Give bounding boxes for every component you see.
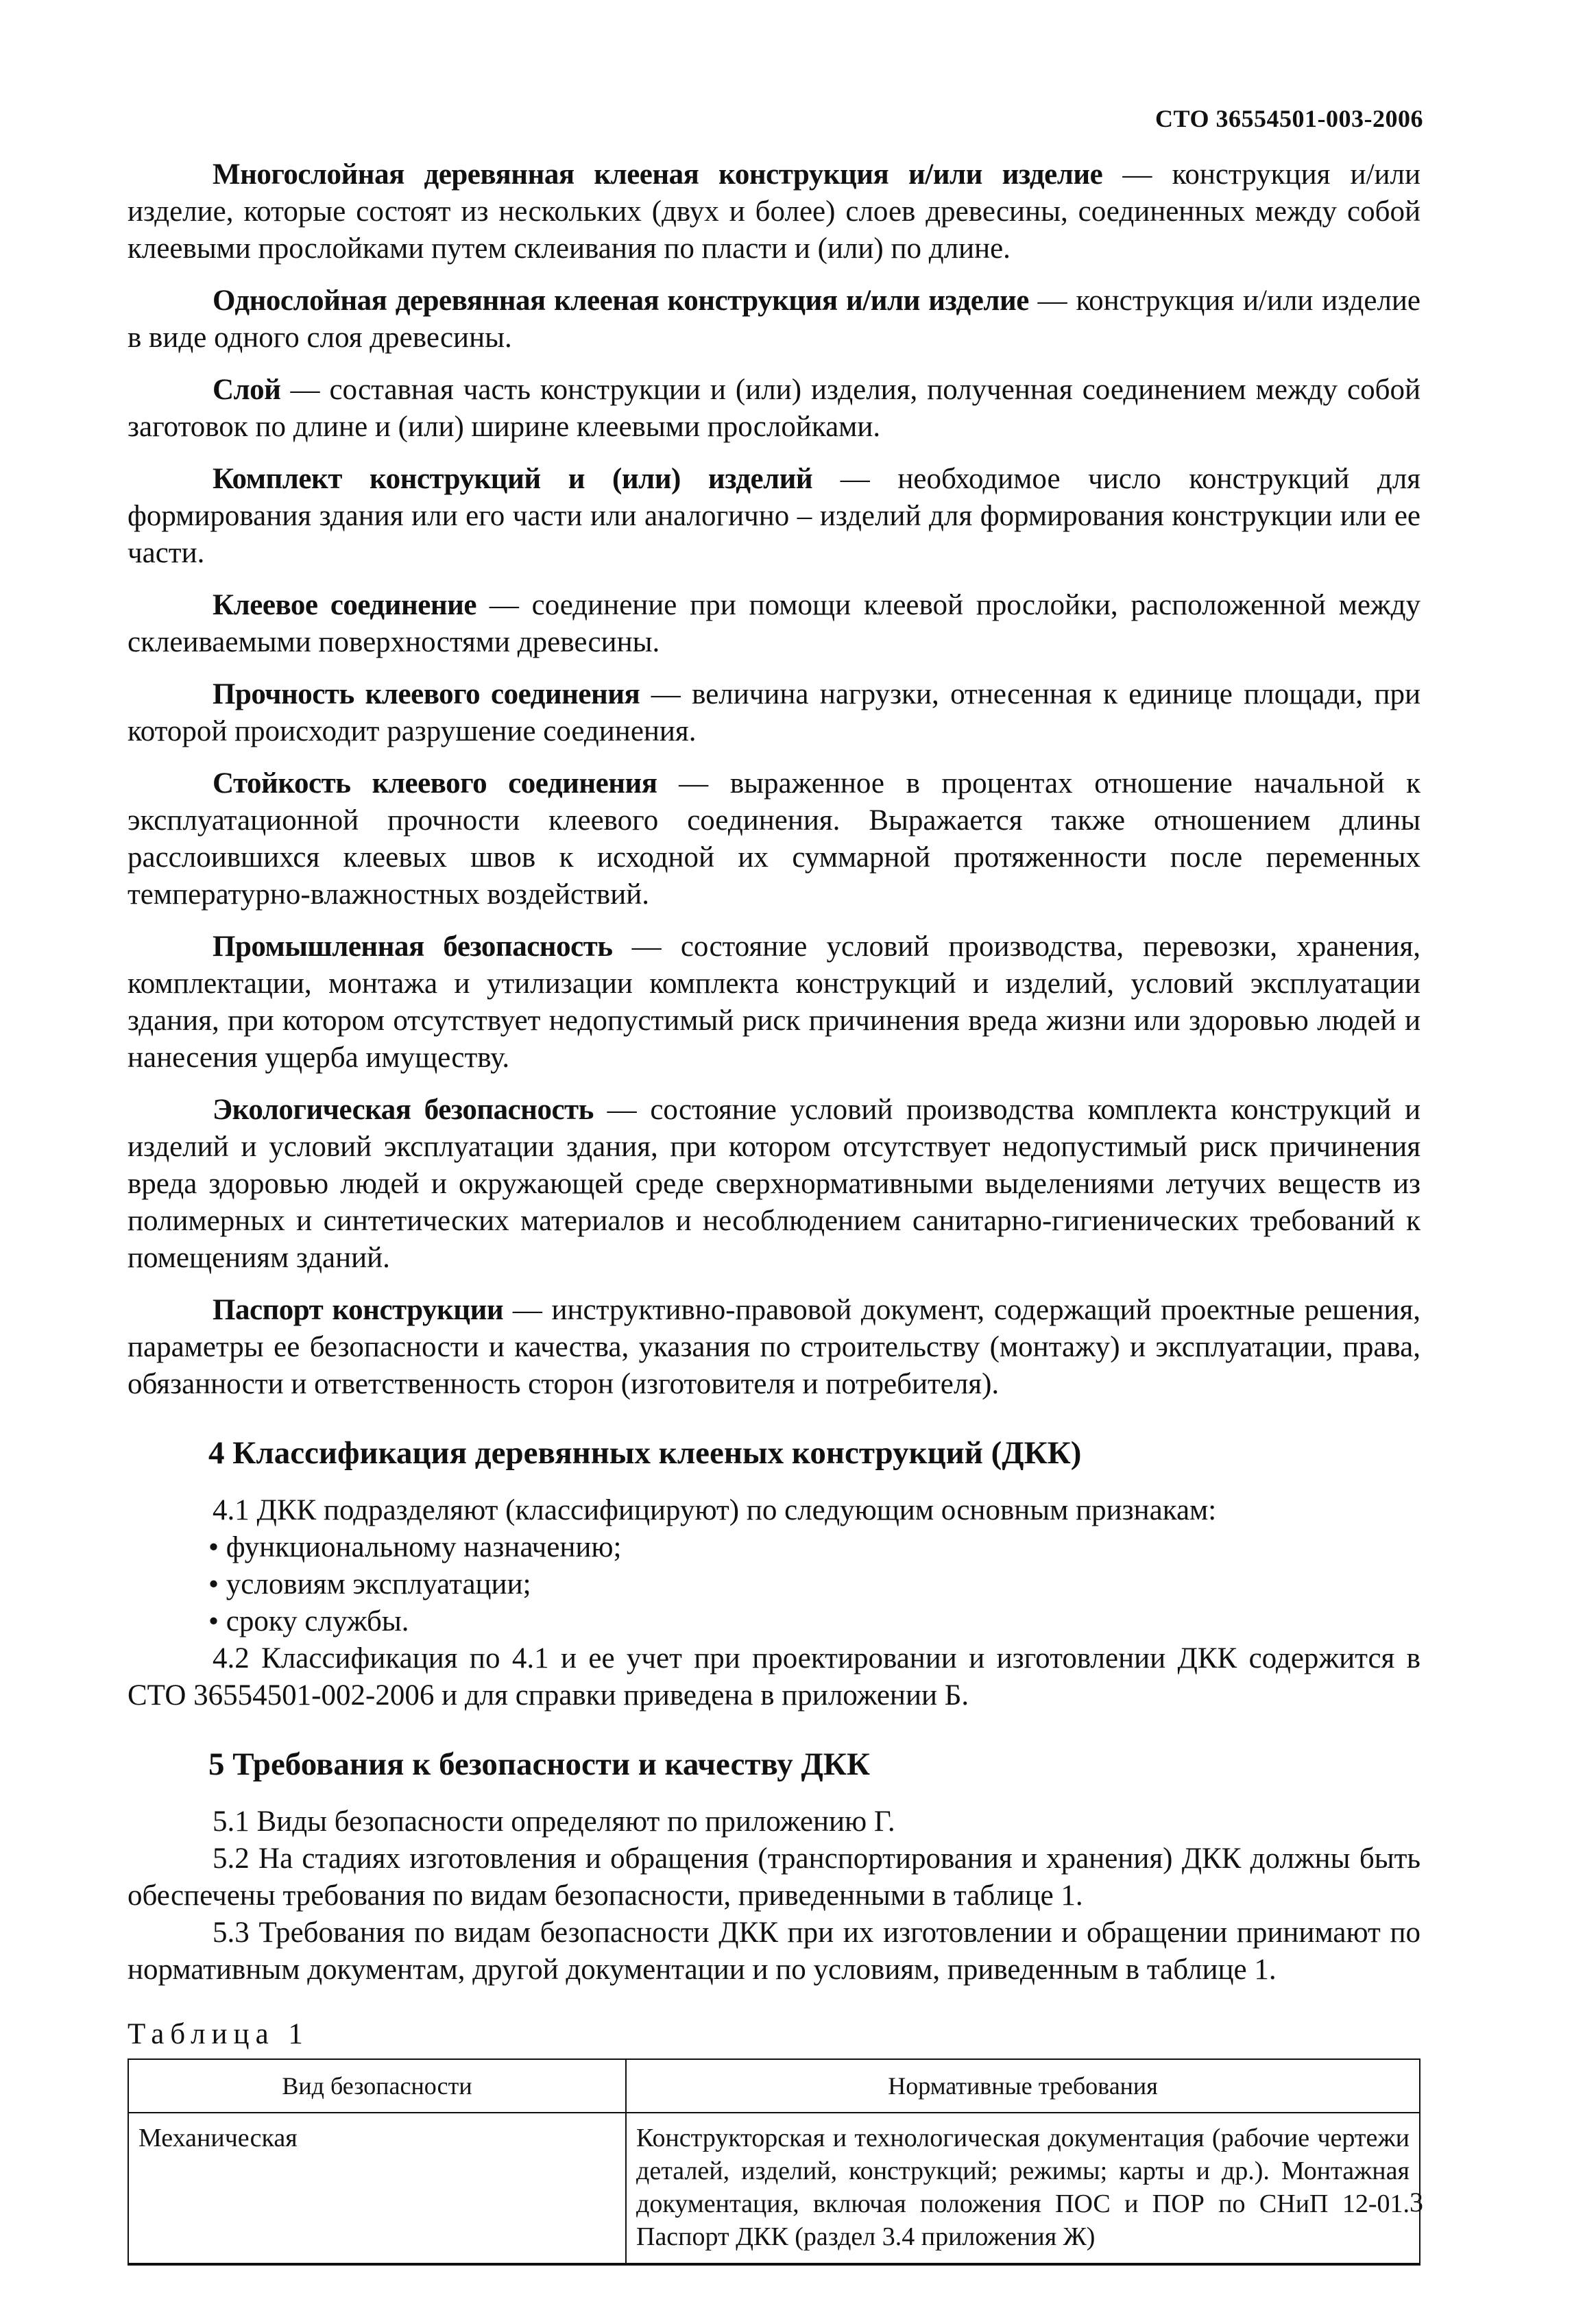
definition-paragraph [128,156,1420,267]
section-4-title: 4 Классификация деревянных клееных конструкций (ДКК) [208,1435,1082,1471]
definition-term: Промышленная безопасность [213,931,613,963]
definition-term: Паспорт конструкции [213,1294,504,1326]
document-code: СТО 36554501-003-2006 [1154,105,1423,132]
table-caption: Таблица 1 [128,2018,309,2050]
definition-paragraph [128,928,1420,1077]
definition-paragraph [128,765,1420,913]
bullet-item: • сроку службы. [208,1605,409,1637]
definition-text: — состояние условий производства, перевозки, хранения, комплектации, монтажа и утилизации комплекта конструкций и изделий, условий эксплуатации здания, при котором отсутствует недопустимый риск причинения вреда жизни или здоровью людей и нанесения ущерба имуществу. [128,931,1420,1074]
definition-paragraph [128,1292,1420,1403]
definition-paragraph [128,676,1420,750]
section-5-paragraph-3: 5.3 Требования по видам безопасности ДКК при их изготовлении и обращении принимают по нормативным документам, другой документации и по условиям, приведенным в таблице 1. [128,1917,1420,1986]
page-number: 3 [1410,2187,1423,2218]
table-header-cell: Нормативные требования [626,2059,1420,2113]
definition-term: Однослойная деревянная клееная конструкция и/или изделие [213,285,1029,317]
definition-paragraph [128,587,1420,661]
bullet-item: • условиям эксплуатации; [208,1568,531,1600]
definition-text: — соединение при помощи клеевой прослойки, расположенной между склеиваемыми поверхностями древесины. [128,589,1420,658]
page-content [128,156,1420,2266]
definition-term: Стойкость клеевого соединения [213,767,657,800]
section-5-title: 5 Требования к безопасности и качеству ДКК [208,1746,870,1782]
definition-text: — составная часть конструкции и (или) изделия, полученная соединением между собой заготовок по длине и (или) ширине клеевыми прослойками. [128,374,1420,443]
table-cell-safety-type: Механическая [128,2113,626,2264]
definition-term: Комплект конструкций и (или) изделий [213,463,813,495]
safety-requirements-table [128,2058,1420,2266]
definition-text: — необходимое число конструкций для формирования здания или его части или аналогично – изделий для формирования конструкции или ее части. [128,463,1421,569]
definition-term: Многослойная деревянная клееная конструкция и/или изделие [213,158,1103,191]
section-4-paragraph-2: 4.2 Классификация по 4.1 и ее учет при проектировании и изготовлении ДКК содержится в СТО 36554501-002-2006 и для справки приведена в приложении Б. [128,1642,1420,1712]
definition-text: — величина нагрузки, отнесенная к единице площади, при которой происходит разрушение соединения. [128,678,1420,747]
section-5-paragraph-1: 5.1 Виды безопасности определяют по приложению Г. [213,1805,895,1838]
table-header-cell: Вид безопасности [128,2059,626,2113]
definition-term: Клеевое соединение [213,589,476,621]
bullet-item: • функциональному назначению; [208,1531,622,1563]
definition-text: — инструктивно-правовой документ, содержащий проектные решения, параметры ее безопасности и качества, указания по строительству (монтажу) и эксплуатации, права, обязанности и ответственность сторон (изготовителя и потребителя). [128,1294,1420,1400]
section-4-paragraph-1: 4.1 ДКК подразделяют (классифицируют) по следующим основным признакам: [213,1494,1217,1526]
definition-text: — конструкция и/или изделие в виде одного слоя древесины. [128,285,1420,354]
definition-term: Прочность клеевого соединения [213,678,640,710]
definition-paragraph [128,1092,1420,1277]
definition-text: — выраженное в процентах отношение начальной к эксплуатационной прочности клеевого соединения. Выражается также отношением длины расслоившихся клеевых швов к исходной их суммарной протяженности после переменных температурно-влажностных воздействий. [128,767,1420,911]
definition-text: — состояние условий производства комплекта конструкций и изделий и условий эксплуатации здания, при котором отсутствует недопустимый риск причинения вреда здоровью людей и окружающей среде сверхнормативными выделениями летучих веществ из полимерных и синтетических материалов и несоблюдением санитарно-гигиенических требований к помещениям зданий. [128,1094,1420,1274]
definition-term: Экологическая безопасность [213,1094,594,1126]
definition-text: — конструкция и/или изделие, которые состоят из нескольких (двух и более) слоев древесины, соединенных между собой клеевыми прослойками путем склеивания по пласти и (или) по длине. [128,158,1420,265]
definition-paragraph [128,283,1420,357]
table-row [128,2113,1420,2264]
table-cell-requirements: Конструкторская и технологическая документация (рабочие чертежи деталей, изделий, конструкций; режимы; карты и др.). Монтажная документация, включая положения ПОС и ПОР по СНиП 12-01. Паспорт ДКК (раздел 3.4 приложения Ж) [626,2113,1420,2264]
table-header-row [128,2059,1420,2113]
definition-term: Слой [213,374,281,406]
section-5-paragraph-2: 5.2 На стадиях изготовления и обращения (транспортирования и хранения) ДКК должны быть обеспечены требования по видам безопасности, приведенными в таблице 1. [128,1842,1420,1912]
definition-paragraph [128,372,1420,446]
definition-paragraph [128,461,1420,572]
